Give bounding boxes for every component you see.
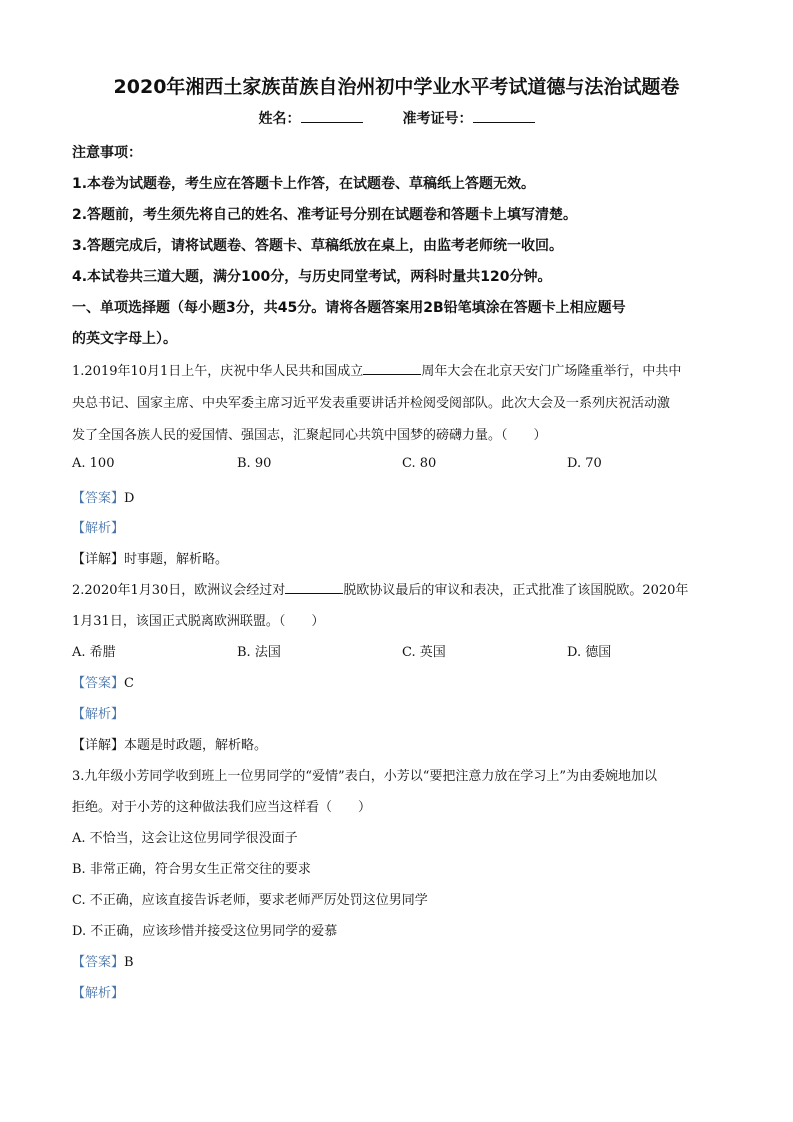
section-heading: 一、单项选择题（每小题3分，共45分。请将各题答案用2B铅笔填涂在答题卡上相应题号 — [72, 300, 626, 316]
detail-line: 【详解】时事题，解析略。 — [72, 552, 229, 567]
option-c: C. 不正确，应该直接告诉老师，要求老师严厉处罚这位男同学 — [72, 893, 428, 908]
option-a: A. 100 — [72, 456, 115, 471]
question-text: 发了全国各族人民的爱国情、强国志，汇聚起同心共筑中国梦的磅礴力量。（ ） — [72, 428, 547, 443]
options-row — [72, 456, 732, 471]
option-a: A. 不恰当，这会让这位男同学很没面子 — [72, 831, 298, 846]
option-b: B. 法国 — [237, 645, 281, 660]
name-blank — [301, 108, 363, 123]
question-text: 央总书记、国家主席、中央军委主席习近平发表重要讲话并检阅受阅部队。此次大会及一系列庆祝活动激 — [72, 396, 671, 411]
option-b: B. 非常正确，符合男女生正常交往的要求 — [72, 862, 311, 877]
question-text: 1月31日，该国正式脱离欧洲联盟。（ ） — [72, 614, 325, 629]
answer-line: 【答案】D — [72, 491, 135, 506]
option-c: C. 80 — [402, 456, 437, 471]
options-row — [72, 641, 732, 660]
option-d: D. 70 — [567, 456, 602, 471]
id-blank — [473, 108, 535, 123]
analysis-tag: 【解析】 — [72, 521, 125, 536]
section-heading-cont: 的英文字母上）。 — [72, 331, 177, 347]
option-b: B. 90 — [237, 456, 272, 471]
option-d: D. 德国 — [567, 645, 612, 660]
analysis-tag: 【解析】 — [72, 707, 125, 722]
name-id-line — [0, 108, 793, 128]
question-3: 3.九年级小芳同学收到班上一位男同学的“爱情”表白，小芳以“要把注意力放在学习上”为由委婉地加以 — [72, 769, 657, 784]
option-a: A. 希腊 — [72, 645, 116, 660]
notice-item: 1.本卷为试题卷，考生应在答题卡上作答，在试题卷、草稿纸上答题无效。 — [72, 176, 536, 192]
option-c: C. 英国 — [402, 645, 446, 660]
id-label: 准考证号： — [402, 111, 473, 127]
name-label: 姓名： — [258, 111, 301, 127]
notice-item: 3.答题完成后，请将试题卷、答题卡、草稿纸放在桌上，由监考老师统一收回。 — [72, 238, 564, 254]
question-1: 1.2019年10月1日上午，庆祝中华人民共和国成立 周年大会在北京天安门广场隆重举行，中共中 — [72, 364, 682, 379]
question-text: 拒绝。对于小芳的这种做法我们应当这样看（ ） — [72, 800, 372, 815]
question-2: 2.2020年1月30日，欧洲议会经过对 脱欧协议最后的审议和表决，正式批准了该国脱欧。2020年 — [72, 583, 689, 598]
notice-heading: 注意事项： — [72, 145, 142, 161]
answer-line: 【答案】B — [72, 955, 134, 970]
option-d: D. 不正确，应该珍惜并接受这位男同学的爱慕 — [72, 924, 338, 939]
analysis-tag: 【解析】 — [72, 986, 125, 1001]
answer-line: 【答案】C — [72, 676, 134, 691]
detail-line: 【详解】本题是时政题，解析略。 — [72, 738, 268, 753]
notice-item: 4.本试卷共三道大题，满分100分，与历史同堂考试，两科时量共120分钟。 — [72, 269, 552, 285]
notice-item: 2.答题前，考生须先将自己的姓名、准考证号分别在试题卷和答题卡上填写清楚。 — [72, 207, 578, 223]
page-title: 2020年湘西土家族苗族自治州初中学业水平考试道德与法治试题卷 — [113, 76, 680, 98]
